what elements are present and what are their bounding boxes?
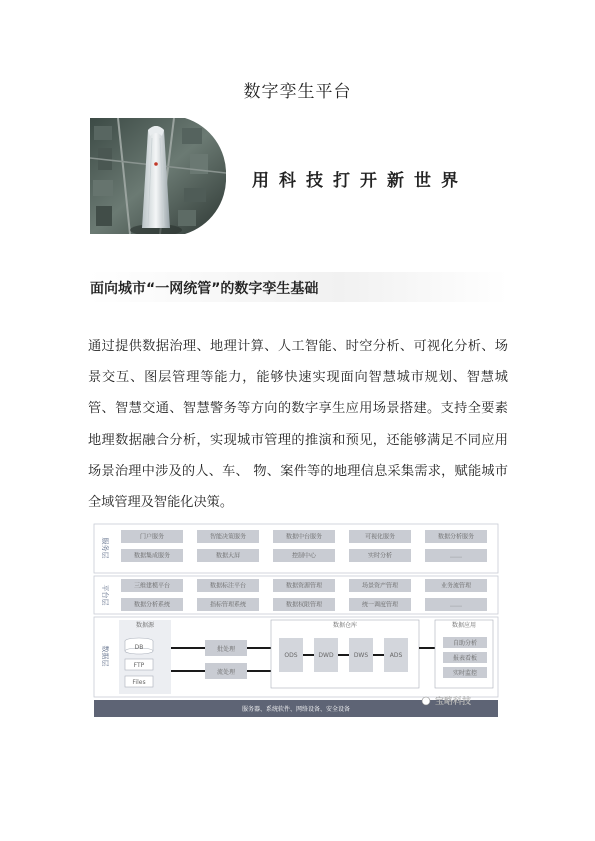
service-item-label: 数据大屏 — [215, 552, 241, 560]
platform-item-label: 数据资源管理 — [285, 582, 323, 590]
collector-batch: 批处理 — [216, 646, 236, 653]
database-icon — [125, 638, 153, 654]
platform-item-label: 数据权限管理 — [285, 601, 323, 609]
platform-item-label: 数据标注平台 — [209, 582, 247, 590]
collector-stream: 流处理 — [216, 669, 236, 676]
platform-layer-label: 平台层 — [101, 584, 109, 606]
data-source-title: 数据源 — [135, 622, 155, 629]
city-tower-photo — [90, 118, 226, 234]
service-item-label: 智能决策服务 — [209, 533, 247, 541]
platform-item-label: 三维建模平台 — [133, 582, 171, 590]
warehouse-stage-label: ODS — [284, 652, 298, 659]
data-layer — [94, 617, 498, 697]
watermark-text: 宝略科技 — [435, 697, 472, 707]
warehouse-title: 数据仓库 — [332, 622, 358, 629]
data-layer-label: 数据层 — [101, 645, 109, 667]
infrastructure-label: 服务器、系统软件、网络设备、安全设备 — [241, 706, 351, 713]
service-item-label: 数据集成服务 — [133, 552, 171, 560]
architecture-diagram-svg — [93, 521, 499, 718]
platform-layer — [94, 576, 498, 614]
wechat-icon — [422, 697, 430, 705]
warehouse-stage-label: DWD — [318, 652, 334, 659]
service-item-label: 数据分析服务 — [437, 533, 475, 541]
app-item-label: 报表看板 — [452, 655, 478, 662]
service-layer-label: 服务层 — [101, 537, 109, 559]
source-ftp: FTP — [133, 662, 145, 669]
platform-item-label: 数据分析系统 — [133, 601, 171, 609]
platform-item-label: 业务流管理 — [440, 582, 472, 590]
service-item-label: 门户服务 — [139, 533, 165, 541]
architecture-diagram — [93, 521, 499, 718]
platform-item-label: 指标管理系统 — [209, 601, 247, 609]
platform-item-label: 统一调度管理 — [361, 601, 399, 609]
service-item-label: 控制中心 — [291, 552, 317, 560]
warehouse-stage-label: DWS — [353, 652, 369, 659]
service-item-label: 可视化服务 — [364, 533, 396, 541]
hero-slogan: 用科技打开新世界 — [252, 171, 468, 191]
app-item-label: 自助分析 — [452, 640, 478, 647]
body-paragraph: 通过提供数据治理、地理计算、人工智能、时空分析、可视化分析、场景交互、图层管理等能力，能够快速实现面向智慧城市规划、智慧城管、智慧交通、智慧警务等方向的数字享生应用场景搭建。支持全要素地理数据融合分析，实现城市管理的推演和预见，还能够满足不同应用场景治理中涉及的人、车、 物、案件等的地理信息采集需求，赋能城市全域管理及智能化决策。 — [88, 339, 508, 511]
section-title: 面向城市“一网统管”的数字孪生基础 — [90, 281, 319, 297]
platform-item-label: 场景资产管理 — [361, 582, 399, 590]
source-db: DB — [134, 644, 144, 651]
service-item-label: …… — [450, 552, 462, 560]
app-title: 数据应用 — [451, 622, 477, 629]
hero-banner — [90, 118, 510, 234]
service-item-label: 实时分析 — [367, 552, 393, 560]
service-item-label: 数据中台服务 — [285, 533, 323, 541]
source-files: Files — [132, 679, 146, 686]
page-title: 数字孪生平台 — [243, 82, 352, 102]
service-layer — [94, 524, 498, 573]
app-item-label: 实时监控 — [452, 670, 478, 677]
section-header — [88, 272, 508, 302]
warehouse-stage-label: ADS — [389, 652, 403, 659]
platform-item-label: …… — [450, 601, 462, 609]
